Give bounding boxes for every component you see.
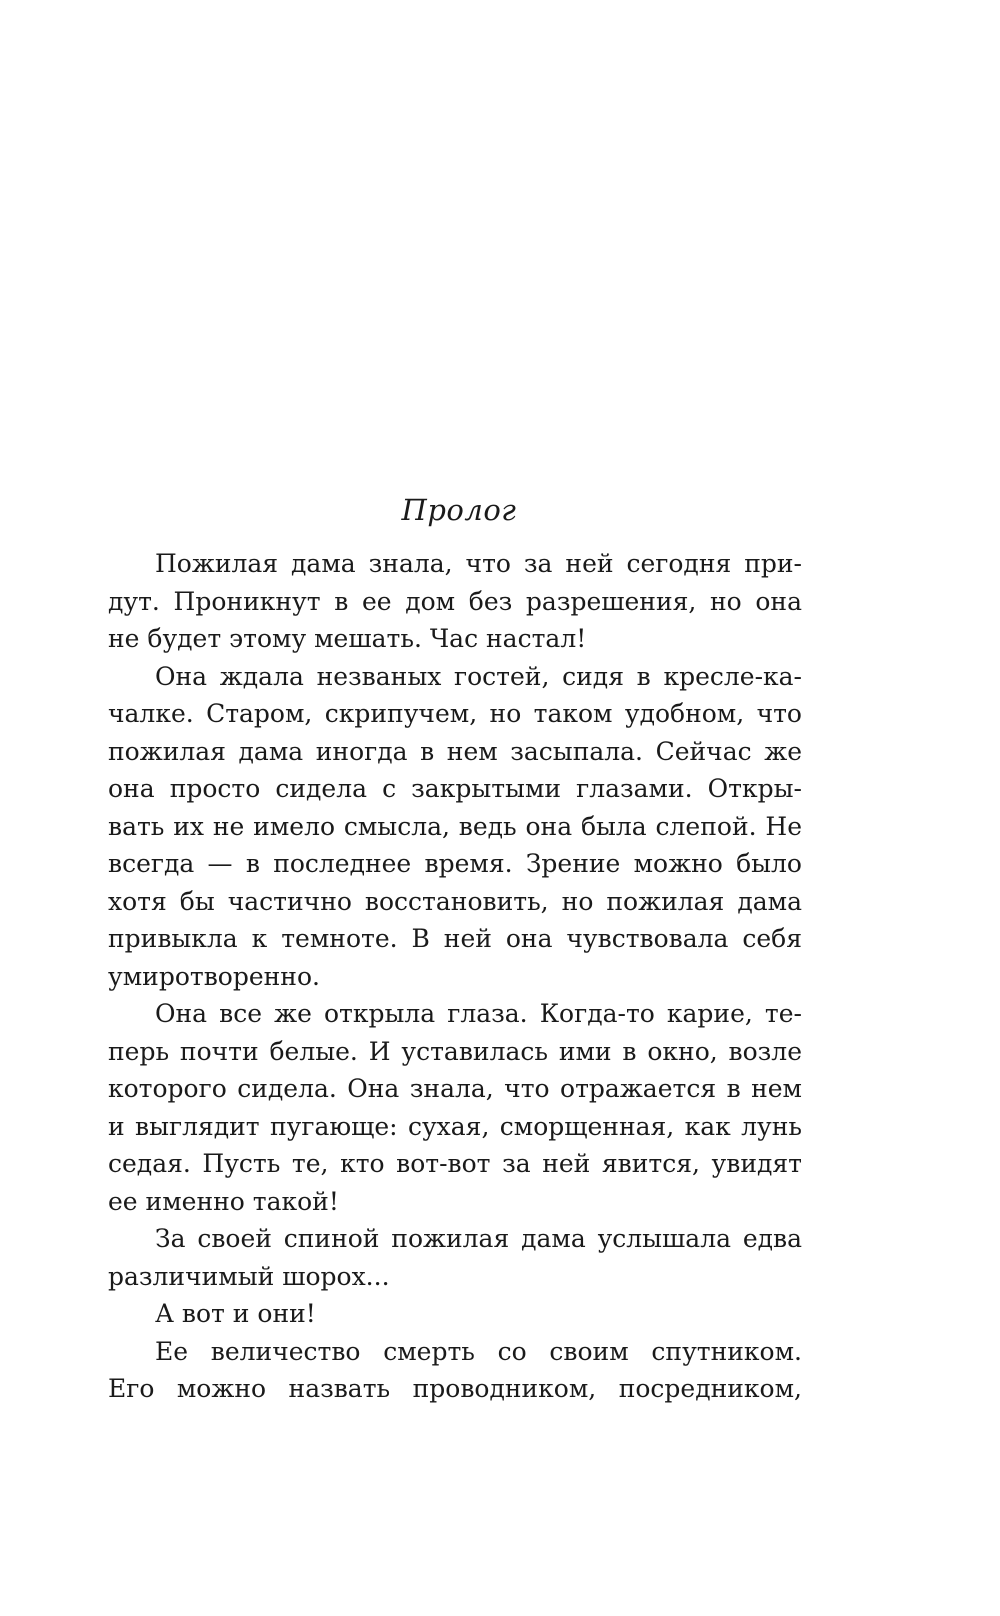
text-line: умиротворенно. (108, 961, 320, 991)
text-line: пожилая дама иногда в нем засыпала. Сейчас же (108, 736, 802, 766)
text-line: седая. Пусть те, кто вот-вот за ней явится, увидят (108, 1149, 802, 1178)
text-line: дут. Проникнут в ее дом без разрешения, но она (108, 586, 802, 616)
text-line: Она ждала незваных гостей, сидя в кресле-ка- (155, 661, 802, 691)
text-line: Ее величество смерть со своим спутником. (155, 1336, 802, 1366)
text-line: она просто сидела с закрытыми глазами. Откры- (108, 774, 802, 803)
text-line: Пожилая дама знала, что за ней сегодня при- (155, 549, 802, 578)
text-line: За своей спиной пожилая дама услышала едва (155, 1224, 802, 1253)
text-line: перь почти белые. И уставилась ими в окно, возле (108, 1036, 802, 1066)
text-line: чалке. Старом, скрипучем, но таком удобном, что (108, 699, 802, 728)
text-line: привыкла к темноте. В ней она чувствовала себя (108, 924, 802, 953)
text-line: различимый шорох... (108, 1261, 390, 1291)
text-line: и выглядит пугающе: сухая, сморщенная, как лунь (108, 1111, 802, 1141)
body-text (108, 545, 802, 1408)
text-line: не будет этому мешать. Час настал! (108, 624, 587, 653)
text-line: которого сидела. Она знала, что отражается в нем (108, 1074, 802, 1103)
text-line: А вот и они! (155, 1299, 316, 1328)
chapter-title: Пролог (401, 493, 517, 527)
text-line: Она все же открыла глаза. Когда-то карие, те- (155, 999, 802, 1028)
text-line: хотя бы частично восстановить, но пожилая дама (108, 886, 802, 916)
text-line: ее именно такой! (108, 1186, 339, 1216)
text-line: всегда — в последнее время. Зрение можно было (108, 849, 802, 878)
text-line: Его можно назвать проводником, посредником, (108, 1374, 802, 1403)
text-line: вать их не имело смысла, ведь она была слепой. Не (108, 811, 802, 841)
